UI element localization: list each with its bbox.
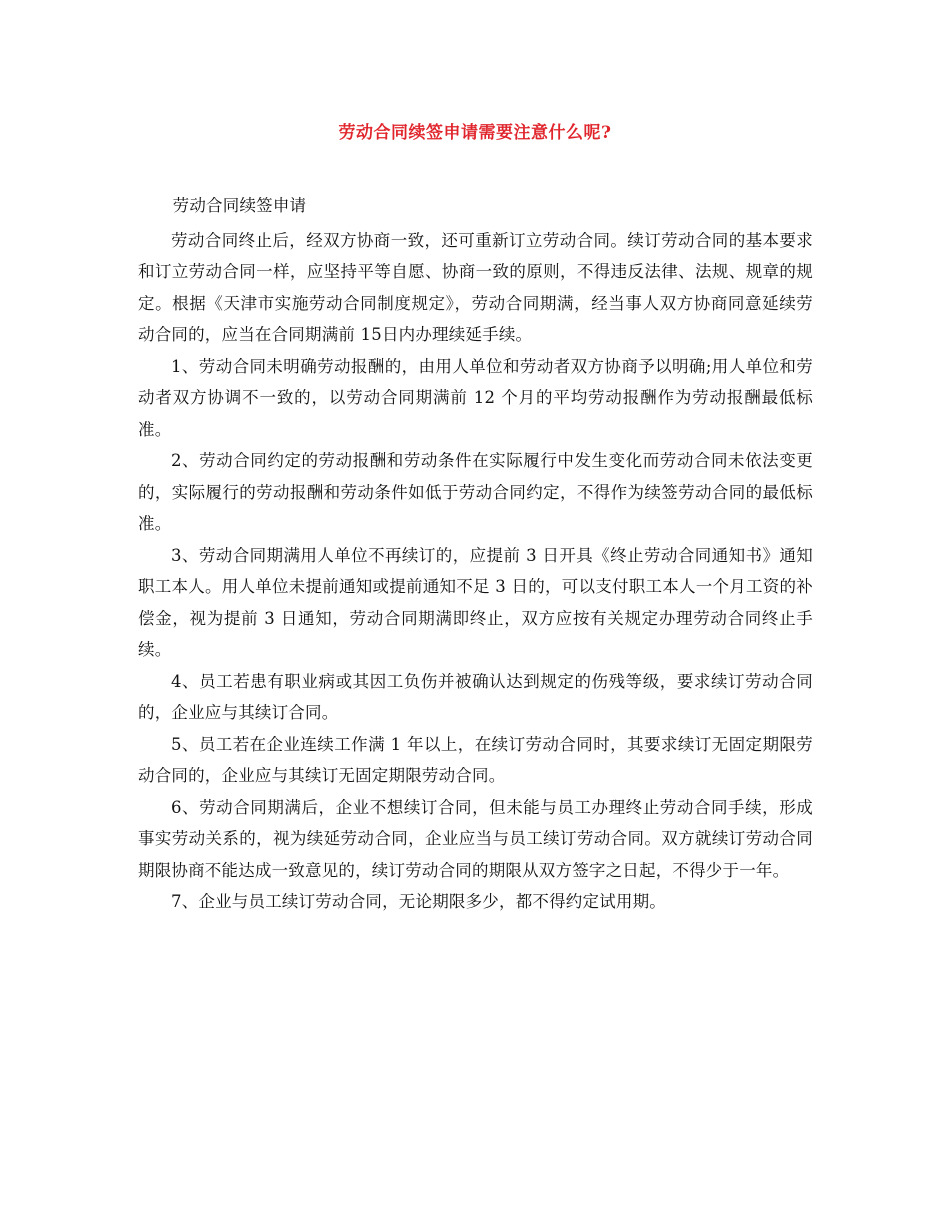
section-heading: 劳动合同续签申请 [172, 196, 307, 215]
clause-3-paragraph: 3、劳动合同期满用人单位不再续订的，应提前 3 日开具《终止劳动合同通知书》通知职工本人。用人单位未提前通知或提前通知不足 3 日的，可以支付职工本人一个月工资的补偿金，视为提前 3 日通知，劳动合同期满即终止，双方应按有关规定办理劳动合同终止手续。 [138, 545, 813, 659]
clause-5-paragraph: 5、员工若在企业连续工作满 1 年以上，在续订劳动合同时，其要求续订无固定期限劳动合同的，企业应与其续订无固定期限劳动合同。 [138, 734, 813, 785]
page-title: 劳动合同续签申请需要注意什么呢? [338, 123, 612, 143]
clause-4-paragraph: 4、员工若患有职业病或其因工负伤并被确认达到规定的伤残等级，要求续订劳动合同的，企业应与其续订合同。 [138, 671, 813, 722]
intro-paragraph: 劳动合同终止后，经双方协商一致，还可重新订立劳动合同。续订劳动合同的基本要求和订立劳动合同一样，应坚持平等自愿、协商一致的原则，不得违反法律、法规、规章的规定。根据《天津市实施劳动合同制度规定》，劳动合同期满，经当事人双方协商同意延续劳动合同的，应当在合同期满前 15日内办理续延手续。 [138, 230, 813, 344]
clause-6-paragraph: 6、劳动合同期满后，企业不想续订合同，但未能与员工办理终止劳动合同手续，形成事实劳动关系的，视为续延劳动合同，企业应当与员工续订劳动合同。双方就续订劳动合同期限协商不能达成一致意见的，续订劳动合同的期限从双方签字之日起，不得少于一年。 [138, 797, 813, 880]
clause-1-paragraph: 1、劳动合同未明确劳动报酬的，由用人单位和劳动者双方协商予以明确;用人单位和劳动者双方协调不一致的，以劳动合同期满前 12 个月的平均劳动报酬作为劳动报酬最低标准。 [138, 356, 813, 439]
clause-7-paragraph: 7、企业与员工续订劳动合同，无论期限多少，都不得约定试用期。 [171, 892, 666, 911]
clause-2-paragraph: 2、劳动合同约定的劳动报酬和劳动条件在实际履行中发生变化而劳动合同未依法变更的，实际履行的劳动报酬和劳动条件如低于劳动合同约定，不得作为续签劳动合同的最低标准。 [138, 451, 813, 533]
document-body [138, 190, 813, 918]
